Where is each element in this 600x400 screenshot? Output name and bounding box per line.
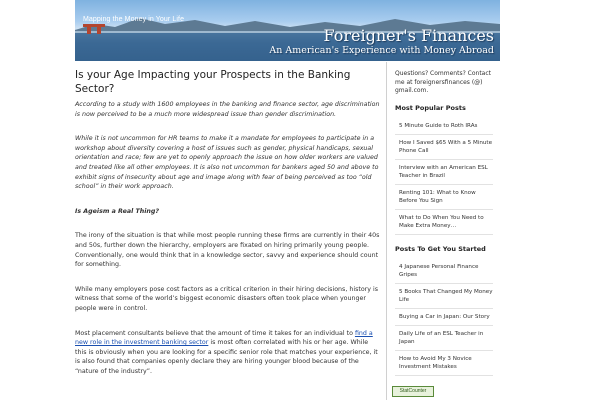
para4-text-b: is most often correlated with his or her age. While this is obviously when you are looking for a specific senior role that matches your experience, it is also found that companies openly declare they are hiring younger blood because of the “nature of the industry”. <box>75 339 378 375</box>
popular-posts-list <box>395 118 493 235</box>
sidebar <box>395 70 495 376</box>
popular-post-link[interactable]: Renting 101: What to Know Before You Sign <box>395 185 493 210</box>
get-started-post-link[interactable]: Daily Life of an ESL Teacher in Japan <box>395 326 493 351</box>
popular-posts-heading: Most Popular Posts <box>395 103 466 112</box>
contact-text: Questions? Comments? Contact me at foreignersfinances (@) gmail.com. <box>395 70 492 94</box>
investment-banking-link[interactable]: find a new role in the investment banking sector <box>75 329 373 347</box>
post-paragraph-3: While many employers pose cost factors as a critical criterion in their hiring decisions, history is witness that some of the world’s biggest economic disasters often took place when younger people were in control. <box>75 285 379 312</box>
site-subtitle: An American's Experience with Money Abroad <box>269 45 494 56</box>
get-started-post-link[interactable]: 5 Books That Changed My Money Life <box>395 284 493 309</box>
para4-text-a: Most placement consultants believe that the amount of time it takes for an individual to <box>75 329 355 337</box>
get-started-post-link[interactable]: 4 Japanese Personal Finance Gripes <box>395 259 493 284</box>
column-divider <box>386 62 387 400</box>
post-paragraph-1: While it is not uncommon for HR teams to make it a mandate for employees to participate in a workshop about diversity covering a host of issues such as gender, physical handicaps, sexual orientation and race; few are yet to openly approach the issue on how older workers are valued and treated like all other employees. It is also not uncommon for bankers aged 50 and above to exhibit signs of insecurity about age and image along with fear of being perceived as too “old school” in their work approach. <box>75 135 379 191</box>
header-banner[interactable] <box>75 0 500 61</box>
popular-post-link[interactable]: 5 Minute Guide to Roth IRAs <box>395 118 493 135</box>
post-paragraph-4 <box>75 329 380 377</box>
post-paragraph-2: The irony of the situation is that while most people running these firms are currently in their 40s and 50s, further down the hierarchy, employers are fixated on hiring primarily young people. Conventionally, one would think that in a knowledge sector, savvy and experience should count for something. <box>75 232 380 269</box>
get-started-list <box>395 259 493 376</box>
popular-post-link[interactable]: What to Do When You Need to Make Extra Money… <box>395 210 493 235</box>
get-started-post-link[interactable]: Buying a Car in Japan: Our Story <box>395 309 493 326</box>
site-tagline: Mapping the Money in Your Life <box>83 16 185 23</box>
post-subheading: Is Ageism a Real Thing? <box>75 207 160 215</box>
popular-post-link[interactable]: How I Saved $65 With a 5 Minute Phone Call <box>395 135 493 160</box>
post-intro: According to a study with 1600 employees in the banking and finance sector, age discrimination is now perceived to be a much more widespread issue than gender discrimination. <box>75 101 380 118</box>
site-title[interactable]: Foreigner's Finances <box>323 26 494 45</box>
get-started-post-link[interactable]: How to Avoid My 3 Novice Investment Mistakes <box>395 351 493 376</box>
get-started-heading: Posts To Get You Started <box>395 244 486 253</box>
post-title[interactable]: Is your Age Impacting your Prospects in the Banking Sector? <box>75 69 351 95</box>
main-content <box>75 68 380 376</box>
statcounter-badge[interactable]: StatCounter <box>392 386 434 397</box>
popular-post-link[interactable]: Interview with an American ESL Teacher in Brazil <box>395 160 493 185</box>
